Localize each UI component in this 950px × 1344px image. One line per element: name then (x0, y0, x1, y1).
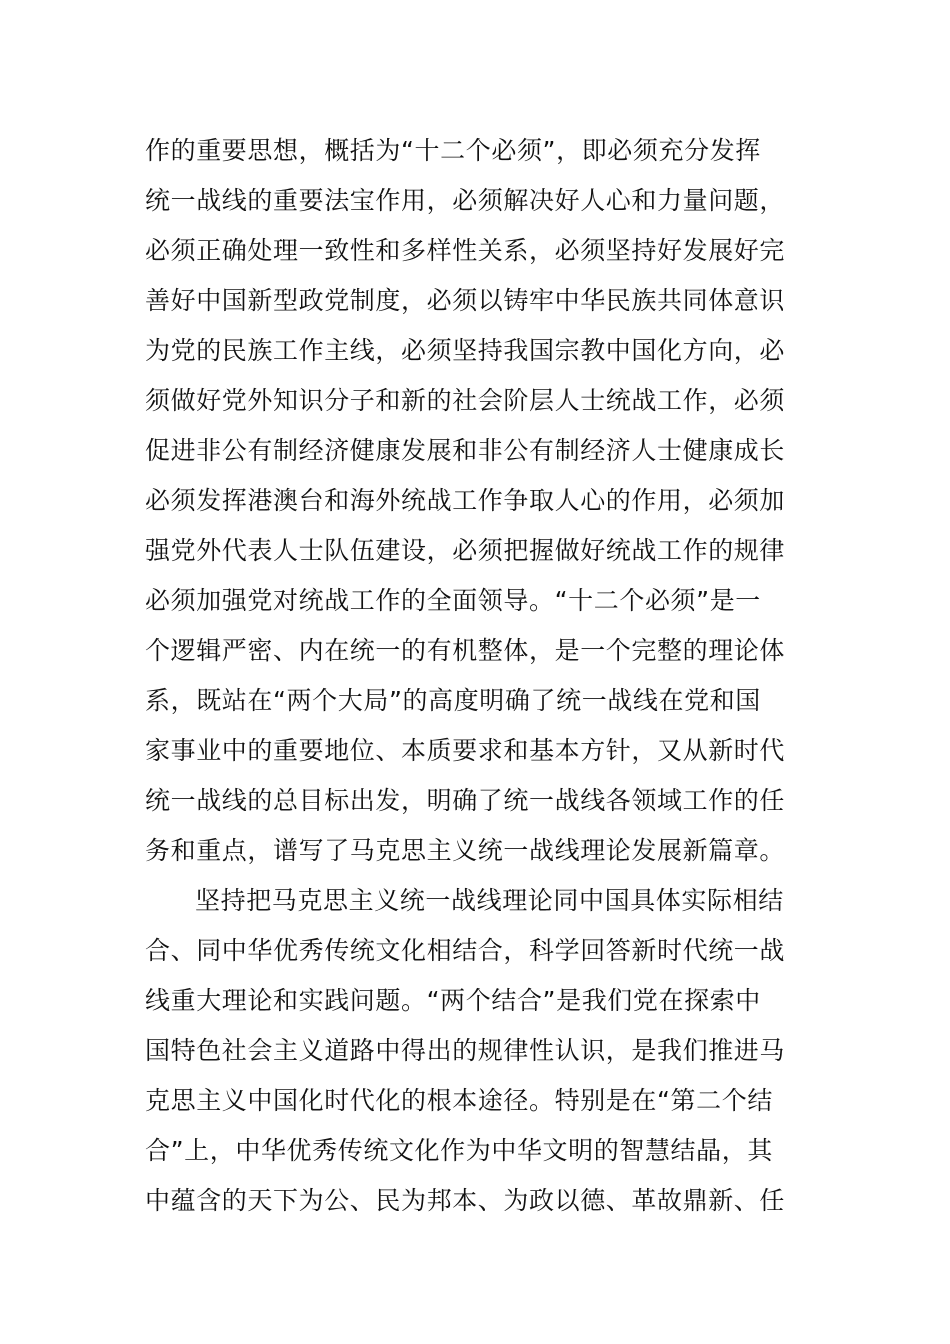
text-line: 必须正确处理一致性和多样性关系，必须坚持好发展好完 (145, 236, 786, 265)
text-line: 个逻辑严密、内在统一的有机整体，是一个完整的理论体 (145, 636, 786, 665)
text-line: 合、同中华优秀传统文化相结合，科学回答新时代统一战 (145, 936, 786, 965)
text-line: 强党外代表人士队伍建设，必须把握做好统战工作的规律 (145, 536, 786, 565)
text-line: 合”上，中华优秀传统文化作为中华文明的智慧结晶，其 (145, 1136, 773, 1165)
text-line: 系，既站在“两个大局”的高度明确了统一战线在党和国 (145, 686, 761, 715)
text-line: 须做好党外知识分子和新的社会阶层人士统战工作，必须 (145, 386, 786, 415)
text-line: 务和重点，谱写了马克思主义统一战线理论发展新篇章。 (145, 836, 786, 865)
text-line: 中蕴含的天下为公、民为邦本、为政以德、革故鼎新、任 (145, 1186, 786, 1215)
text-line: 为党的民族工作主线，必须坚持我国宗教中国化方向，必 (145, 336, 786, 365)
text-line: 坚持把马克思主义统一战线理论同中国具体实际相结 (195, 886, 784, 915)
text-line: 必须加强党对统战工作的全面领导。“十二个必须”是一 (145, 586, 761, 615)
text-line: 作的重要思想，概括为“十二个必须”，即必须充分发挥 (145, 136, 761, 165)
text-line: 必须发挥港澳台和海外统战工作争取人心的作用，必须加 (145, 486, 786, 515)
text-line: 克思主义中国化时代化的根本途径。特别是在“第二个结 (145, 1086, 773, 1115)
document-body (145, 126, 825, 1226)
text-line: 线重大理论和实践问题。“两个结合”是我们党在探索中 (145, 986, 761, 1015)
text-line: 国特色社会主义道路中得出的规律性认识，是我们推进马 (145, 1036, 786, 1065)
text-line: 促进非公有制经济健康发展和非公有制经济人士健康成长 (145, 436, 786, 465)
paragraph (145, 876, 825, 1226)
text-line: 统一战线的重要法宝作用，必须解决好人心和力量问题， (145, 186, 786, 215)
text-line: 家事业中的重要地位、本质要求和基本方针，又从新时代 (145, 736, 786, 765)
text-line: 统一战线的总目标出发，明确了统一战线各领域工作的任 (145, 786, 786, 815)
text-line: 善好中国新型政党制度，必须以铸牢中华民族共同体意识 (145, 286, 786, 315)
paragraph (145, 126, 825, 876)
